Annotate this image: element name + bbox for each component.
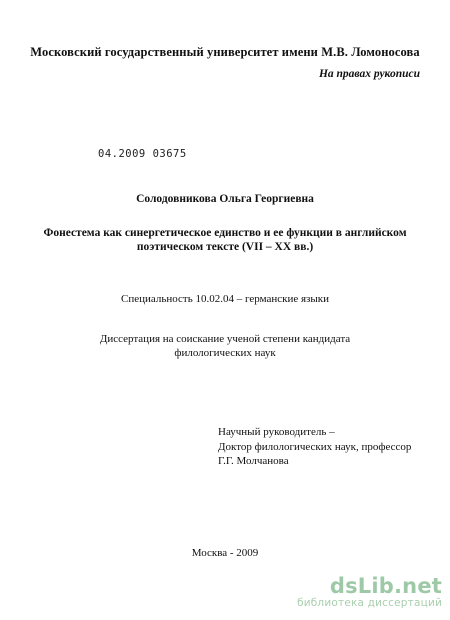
dissertation-title <box>0 226 450 254</box>
supervisor-block <box>218 425 411 469</box>
library-stamp-code: 04.2009 03675 <box>98 148 187 160</box>
watermark-logo: dsLib.net <box>329 574 442 598</box>
watermark-subtitle: библиотека диссертаций <box>297 597 442 609</box>
author-name: Солодовникова Ольга Георгиевна <box>136 193 314 205</box>
supervisor-line: Доктор филологических наук, профессор <box>218 440 412 453</box>
dslib-watermark <box>297 575 442 610</box>
degree-statement <box>0 332 450 360</box>
title-line: поэтическом тексте (VII – XX вв.) <box>136 241 314 253</box>
degree-line: филологических наук <box>174 347 276 359</box>
title-line: Фонестема как синергетическое единство и ее функции в английском <box>43 227 407 239</box>
university-name: Московский государственный университет имени М.В. Ломоносова <box>30 45 420 59</box>
rights-note: На правах рукописи <box>318 68 420 80</box>
city-year: Москва - 2009 <box>191 547 259 559</box>
supervisor-line: Г.Г. Молчанова <box>218 455 289 467</box>
supervisor-line: Научный руководитель – <box>218 426 335 438</box>
degree-line: Диссертация на соискание ученой степени кандидата <box>99 333 351 345</box>
specialty-text: Специальность 10.02.04 – германские языки <box>121 293 329 305</box>
